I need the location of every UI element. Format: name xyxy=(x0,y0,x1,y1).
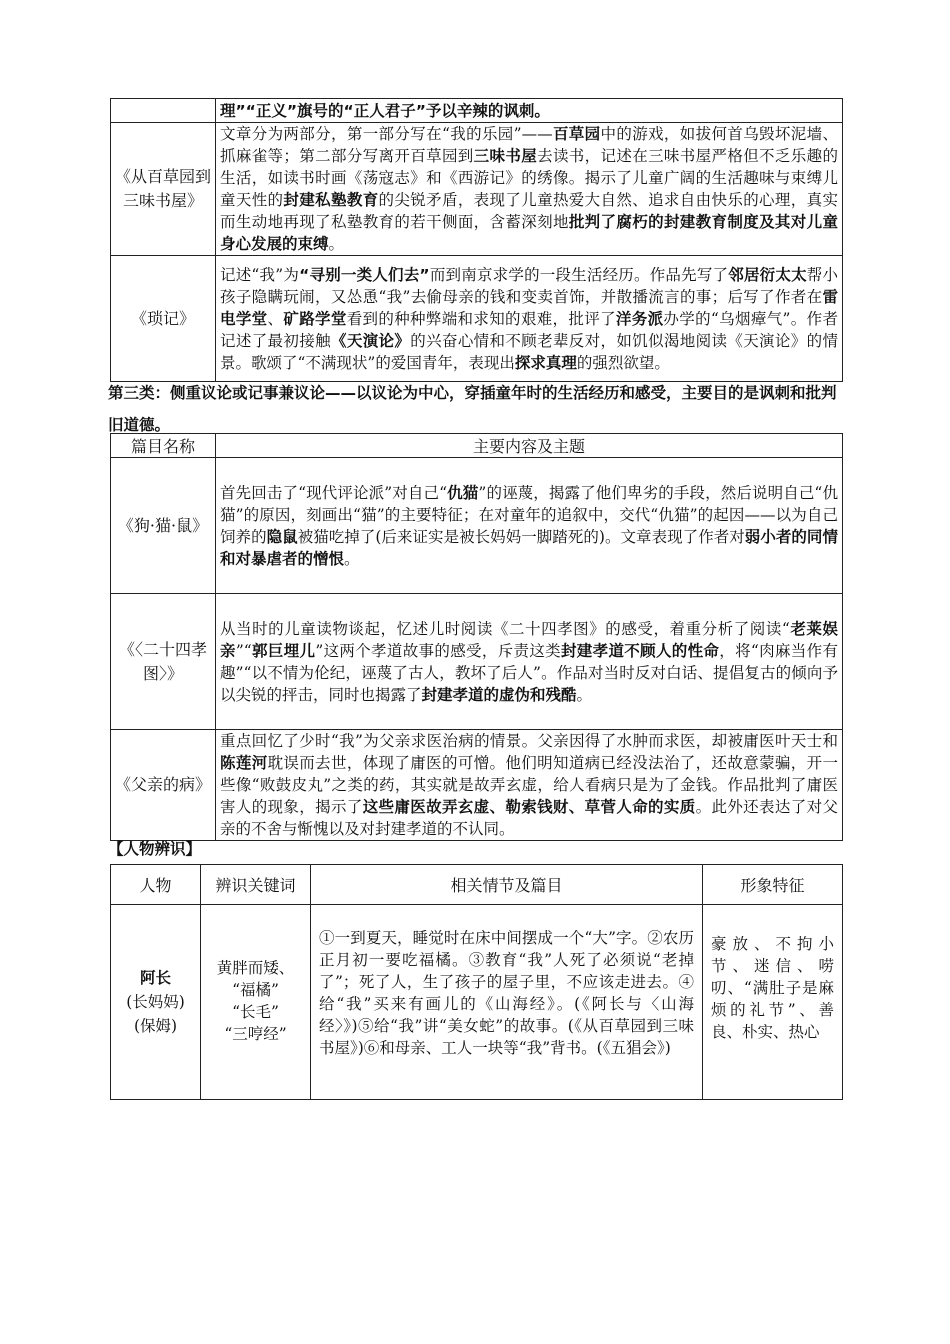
body-text: 的兴奋心情和不顾老辈反对，如饥似渴地阅读《天演论》的情景。歌颂了“不满现状”的爱国青年，表现出 xyxy=(220,331,838,372)
continued-text: 理”“正义”旗号的“正人君子”予以辛辣的讽刺。 xyxy=(216,99,843,123)
emphasis-text: 隐鼠 xyxy=(266,527,298,546)
work-title: 《琐记》 xyxy=(111,256,216,382)
body-text: 文章分为两部分，第一部分写在“我的乐园”—— xyxy=(220,125,553,143)
table-row xyxy=(111,594,843,730)
character-table xyxy=(110,864,843,1100)
body-text: 被猫吃掉了(后来证实是被长妈妈一脚踏死的)。文章表现了作者对 xyxy=(297,527,745,546)
body-text: 重点回忆了少时“我”为父亲求医治病的情景。父亲因得了水肿而求医，却被庸医叶天士和 xyxy=(220,732,838,750)
table-header-row xyxy=(111,865,843,905)
emphasis-text: 邻居衍太太 xyxy=(728,265,807,284)
table-row xyxy=(111,458,843,594)
table-row xyxy=(111,905,843,1100)
body-text: 去读书，记述在三味书屋严格但不乏乐趣的生活，如读书时画《荡寇志》和《西游记》的绣像。揭示了儿童广阔的生活趣味与束缚儿童天性的 xyxy=(220,147,838,209)
body-text: 记述“我”为 xyxy=(220,265,300,284)
column-header: 篇目名称 xyxy=(111,434,216,458)
emphasis-text: 这些庸医故弄玄虚、勒索钱财、草菅人命的实质 xyxy=(362,798,696,816)
table-cell-empty xyxy=(111,99,216,123)
column-header: 相关情节及篇目 xyxy=(311,865,703,905)
body-text: 的尖锐矛盾，表现了儿童热爱大自然、追求自由快乐的心理，真实而生动地再现了私塾教育的若干侧面，含蓄深刻地 xyxy=(220,191,838,231)
emphasis-text: 三味书屋 xyxy=(473,147,538,165)
body-text: 而到南京求学的一段生活经历。作品先写了 xyxy=(429,265,729,284)
table-row xyxy=(111,256,843,382)
traits-text: 豪放、不拘小节、迷信、唠叨、“满肚子是麻烦的礼节”、善良、朴实、热心 xyxy=(711,935,834,1041)
emphasis-text: 郭巨埋儿 xyxy=(251,641,316,660)
emphasis-text: 弱小者的同情和对暴虐者的憎恨 xyxy=(220,527,838,568)
emphasis-text: 矿路学堂 xyxy=(283,309,347,328)
emphasis-text: 百草园 xyxy=(552,125,601,143)
work-summary xyxy=(216,458,843,594)
body-text: 看到的种种弊端和求知的艰难，批评了 xyxy=(346,309,616,328)
body-text: ”这两个孝道故事的感受，斥责这类 xyxy=(315,641,561,660)
emphasis-text: 雷电学堂 xyxy=(220,287,838,328)
emphasis-text: 探求真理 xyxy=(514,353,577,372)
body-text: 的强烈欲望。 xyxy=(576,353,670,372)
work-title: 《父亲的病》 xyxy=(111,730,216,841)
emphasis-text: 封建孝道的虚伪和残酷 xyxy=(421,685,577,704)
character-name: 阿长 xyxy=(139,969,171,987)
emphasis-text: 老莱娱亲 xyxy=(220,619,838,660)
emphasis-text: 封建孝道不顾人的性命 xyxy=(560,641,720,660)
keyword: “三哼经” xyxy=(224,1025,287,1043)
emphasis-text: 陈莲河 xyxy=(220,754,268,772)
work-summary xyxy=(216,594,843,730)
character-alias: (保姆) xyxy=(133,1017,178,1035)
section3-heading: 第三类：侧重议论或记事兼议论——以议论为中心，穿插童年时的生活经历和感受，主要目的是讽刺和批判旧道德。 xyxy=(108,384,837,434)
body-text: 。 xyxy=(576,685,593,704)
emphasis-text: 封建私塾教育 xyxy=(283,191,379,209)
character-alias: (长妈妈) xyxy=(126,993,185,1011)
body-text: 耽误而去世，体现了庸医的可憎。他们明知道病已经没法治了，还故意蒙骗，开一些像“败鼓皮丸”之类的药，其实就是故弄玄虚，给人看病只是为了金钱。作品批判了庸医害人的现象，揭示了 xyxy=(220,754,838,816)
table-part2-continued xyxy=(110,98,843,382)
body-text: 办学的“乌烟瘴气”。作者记述了最初接触 xyxy=(220,309,838,350)
table-part3 xyxy=(110,433,843,841)
body-text: 。此外还表达了对父亲的不舍与惭愧以及对封建孝道的不认同。 xyxy=(220,798,838,838)
work-summary xyxy=(216,123,843,256)
emphasis-text: 《天演论》 xyxy=(330,331,411,350)
work-title: 《从百草园到三味书屋》 xyxy=(111,123,216,256)
plot-cell xyxy=(311,905,703,1100)
keyword: 黄胖而矮、 xyxy=(216,959,295,977)
emphasis-text: 洋务派 xyxy=(615,309,664,328)
body-text: ，将“肉麻当作有趣”“以不情为伦纪，诬蔑了古人，教坏了后人”。作品对当时反对白话、提倡复古的倾向予以尖锐的抨击，同时也揭露了 xyxy=(220,641,838,704)
traits-cell xyxy=(703,905,843,1100)
table-header-row xyxy=(111,434,843,458)
body-text: 、 xyxy=(267,309,284,328)
column-header: 形象特征 xyxy=(703,865,843,905)
emphasis-text: 批判了腐朽的封建教育制度及其对儿童身心发展的束缚 xyxy=(220,213,838,253)
work-summary xyxy=(216,256,843,382)
body-text: 。 xyxy=(328,235,345,253)
keywords-cell xyxy=(201,905,311,1100)
emphasis-text: “寻别一类人们去” xyxy=(299,265,430,284)
body-text: 首先回击了“现代评论派”对自己“ xyxy=(220,483,448,502)
body-text: 从当时的儿童读物谈起，忆述儿时阅读《二十四孝图》的感受，着重分析了阅读“ xyxy=(220,619,790,638)
body-text: ”“ xyxy=(235,641,252,660)
column-header: 主要内容及主题 xyxy=(216,434,843,458)
table-row xyxy=(111,730,843,841)
column-header: 人物 xyxy=(111,865,201,905)
keyword: “福橘” xyxy=(232,981,279,999)
keyword: “长毛” xyxy=(232,1003,279,1021)
work-title: 《狗·猫·鼠》 xyxy=(111,458,216,594)
work-summary xyxy=(216,730,843,841)
body-text: 帮小孩子隐瞒玩闹，又怂恿“我”去偷母亲的钱和变卖首饰，并散播流言的事；后写了作者在 xyxy=(220,265,838,306)
column-header: 辨识关键词 xyxy=(201,865,311,905)
emphasis-text: 仇猫 xyxy=(447,483,479,502)
body-text: ”的诬蔑，揭露了他们卑劣的手段，然后说明自己“仇猫”的原因，刻画出“猫”的主要特征；在对童年的追叙中，交代“仇猫”的起因——以为自己饲养的 xyxy=(220,483,838,546)
table-row xyxy=(111,99,843,123)
body-text: 中的游戏，如拔何首乌毁坏泥墙、抓麻雀等；第二部分写离开百草园到 xyxy=(220,125,838,165)
plot-text: ①一到夏天，睡觉时在床中间摆成一个“大”字。②农历正月初一要吃福橘。③教育“我”人死了必须说“老掉了”；死了人，生了孩子的屋子里，不应该走进去。④给“我”买来有画儿的《山海经》。(《阿长与〈山海经〉》)⑤给“我”讲“美女蛇”的故事。(《从百草园到三味书屋》)⑥和母亲、工人一块等“我”背书。(《五猖会》) xyxy=(319,929,694,1057)
table-row xyxy=(111,123,843,256)
character-cell xyxy=(111,905,201,1100)
body-text: 。 xyxy=(344,549,360,568)
work-title: 《〈二十四孝图〉》 xyxy=(111,594,216,730)
characters-heading: 【人物辨识】 xyxy=(108,840,202,858)
